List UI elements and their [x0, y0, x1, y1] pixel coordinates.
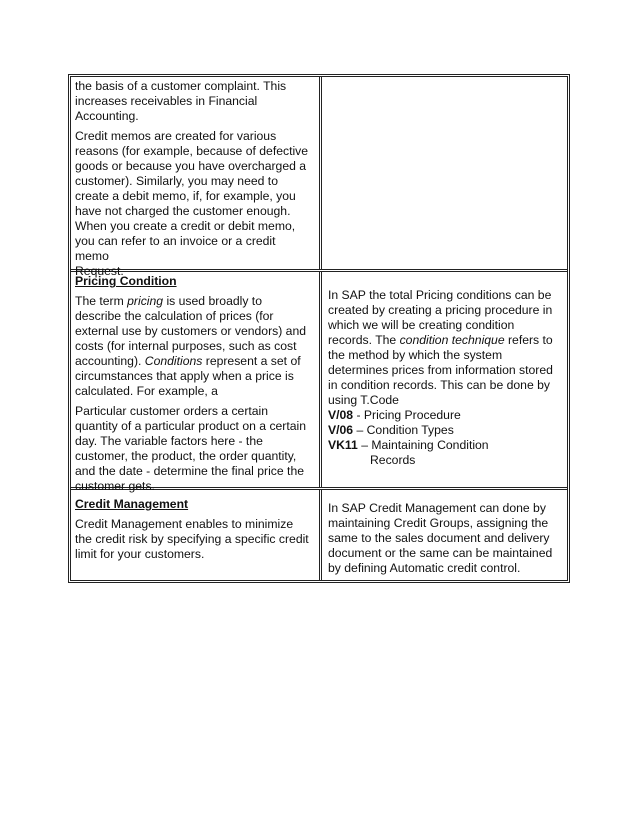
- text-line: describe the calculation of prices (for: [75, 309, 274, 323]
- text-line: goods or because you have overcharged a: [75, 159, 307, 173]
- text-line: create a debit memo, if, for example, you: [75, 189, 296, 203]
- tcode: V/06: [328, 423, 354, 437]
- text-line: determines prices from information stored: [328, 363, 553, 377]
- text-line: The term pricing is used broadly to: [75, 294, 262, 308]
- text-line: external use by customers or vendors) and: [75, 324, 306, 338]
- text-line: quantity of a particular product on a certain: [75, 419, 307, 433]
- text-line: customer gets.: [75, 479, 155, 493]
- text-line: Credit Management enables to minimize: [75, 517, 294, 531]
- text-line: limit for your customers.: [75, 547, 205, 561]
- text-line: accounting). Conditions represent a set of: [75, 354, 301, 368]
- table-cell-left: [71, 490, 322, 580]
- text-line: Accounting.: [75, 109, 139, 123]
- table-cell-left: [71, 272, 322, 493]
- text-line: by defining Automatic credit control.: [328, 561, 521, 575]
- text-line: day. The variable factors here - the: [75, 434, 263, 448]
- text-line: in condition records. This can be done by: [328, 378, 550, 392]
- text-line: costs (for internal purposes, such as cost: [75, 339, 297, 353]
- text-line: When you create a credit or debit memo,: [75, 219, 296, 233]
- tcode: V/08: [328, 408, 354, 422]
- text-line: In SAP Credit Management can done by: [328, 501, 546, 515]
- table-cell-right: [322, 490, 567, 580]
- text-line: Credit memos are created for various: [75, 129, 277, 143]
- text-line: the method by which the system: [328, 348, 503, 362]
- text-line: Request.: [75, 264, 124, 278]
- table-cell-right-empty: [322, 77, 567, 269]
- tcode-line: VK11 – Maintaining Condition: [328, 438, 489, 452]
- text-line: which we will be creating condition: [328, 318, 515, 332]
- text-line: Particular customer orders a certain: [75, 404, 269, 418]
- text-line: increases receivables in Financial: [75, 94, 258, 108]
- table-row: [71, 77, 567, 278]
- text-line: memo: [75, 249, 109, 263]
- text-line: reasons (for example, because of defective: [75, 144, 309, 158]
- text-line: document or the same can be maintained: [328, 546, 553, 560]
- text-line: records. The condition technique refers to: [328, 333, 553, 347]
- text-line: and the date - determine the final price the: [75, 464, 304, 478]
- section-title-pricing-condition: Pricing Condition: [75, 274, 177, 288]
- text-line: In SAP the total Pricing conditions can be: [328, 288, 552, 302]
- text-line: maintaining Credit Groups, assigning the: [328, 516, 549, 530]
- text-line: customer, the product, the order quantity,: [75, 449, 297, 463]
- content-table: [68, 74, 570, 583]
- text-line: customer). Similarly, you may need to: [75, 174, 278, 188]
- text-line: same to the sales document and delivery: [328, 531, 550, 545]
- section-title-credit-management: Credit Management: [75, 497, 189, 511]
- text-line: using T.Code: [328, 393, 399, 407]
- text-line: circumstances that apply when a price is: [75, 369, 294, 383]
- text-line: the basis of a customer complaint. This: [75, 79, 287, 93]
- text-line: you can refer to an invoice or a credit: [75, 234, 276, 248]
- text-line: calculated. For example, a: [75, 384, 218, 398]
- text-line: Records: [370, 453, 416, 467]
- text-line: have not charged the customer enough.: [75, 204, 291, 218]
- tcode-line: V/08 - Pricing Procedure: [328, 408, 461, 422]
- tcode: VK11: [328, 438, 358, 452]
- table-cell-right: [322, 272, 567, 487]
- text-line: the credit risk by specifying a specific credit: [75, 532, 309, 546]
- table-row: [71, 487, 567, 580]
- text-line: created by creating a pricing procedure in: [328, 303, 553, 317]
- tcode-line: V/06 – Condition Types: [328, 423, 454, 437]
- table-cell-left: [71, 77, 322, 278]
- table-row: [71, 269, 567, 493]
